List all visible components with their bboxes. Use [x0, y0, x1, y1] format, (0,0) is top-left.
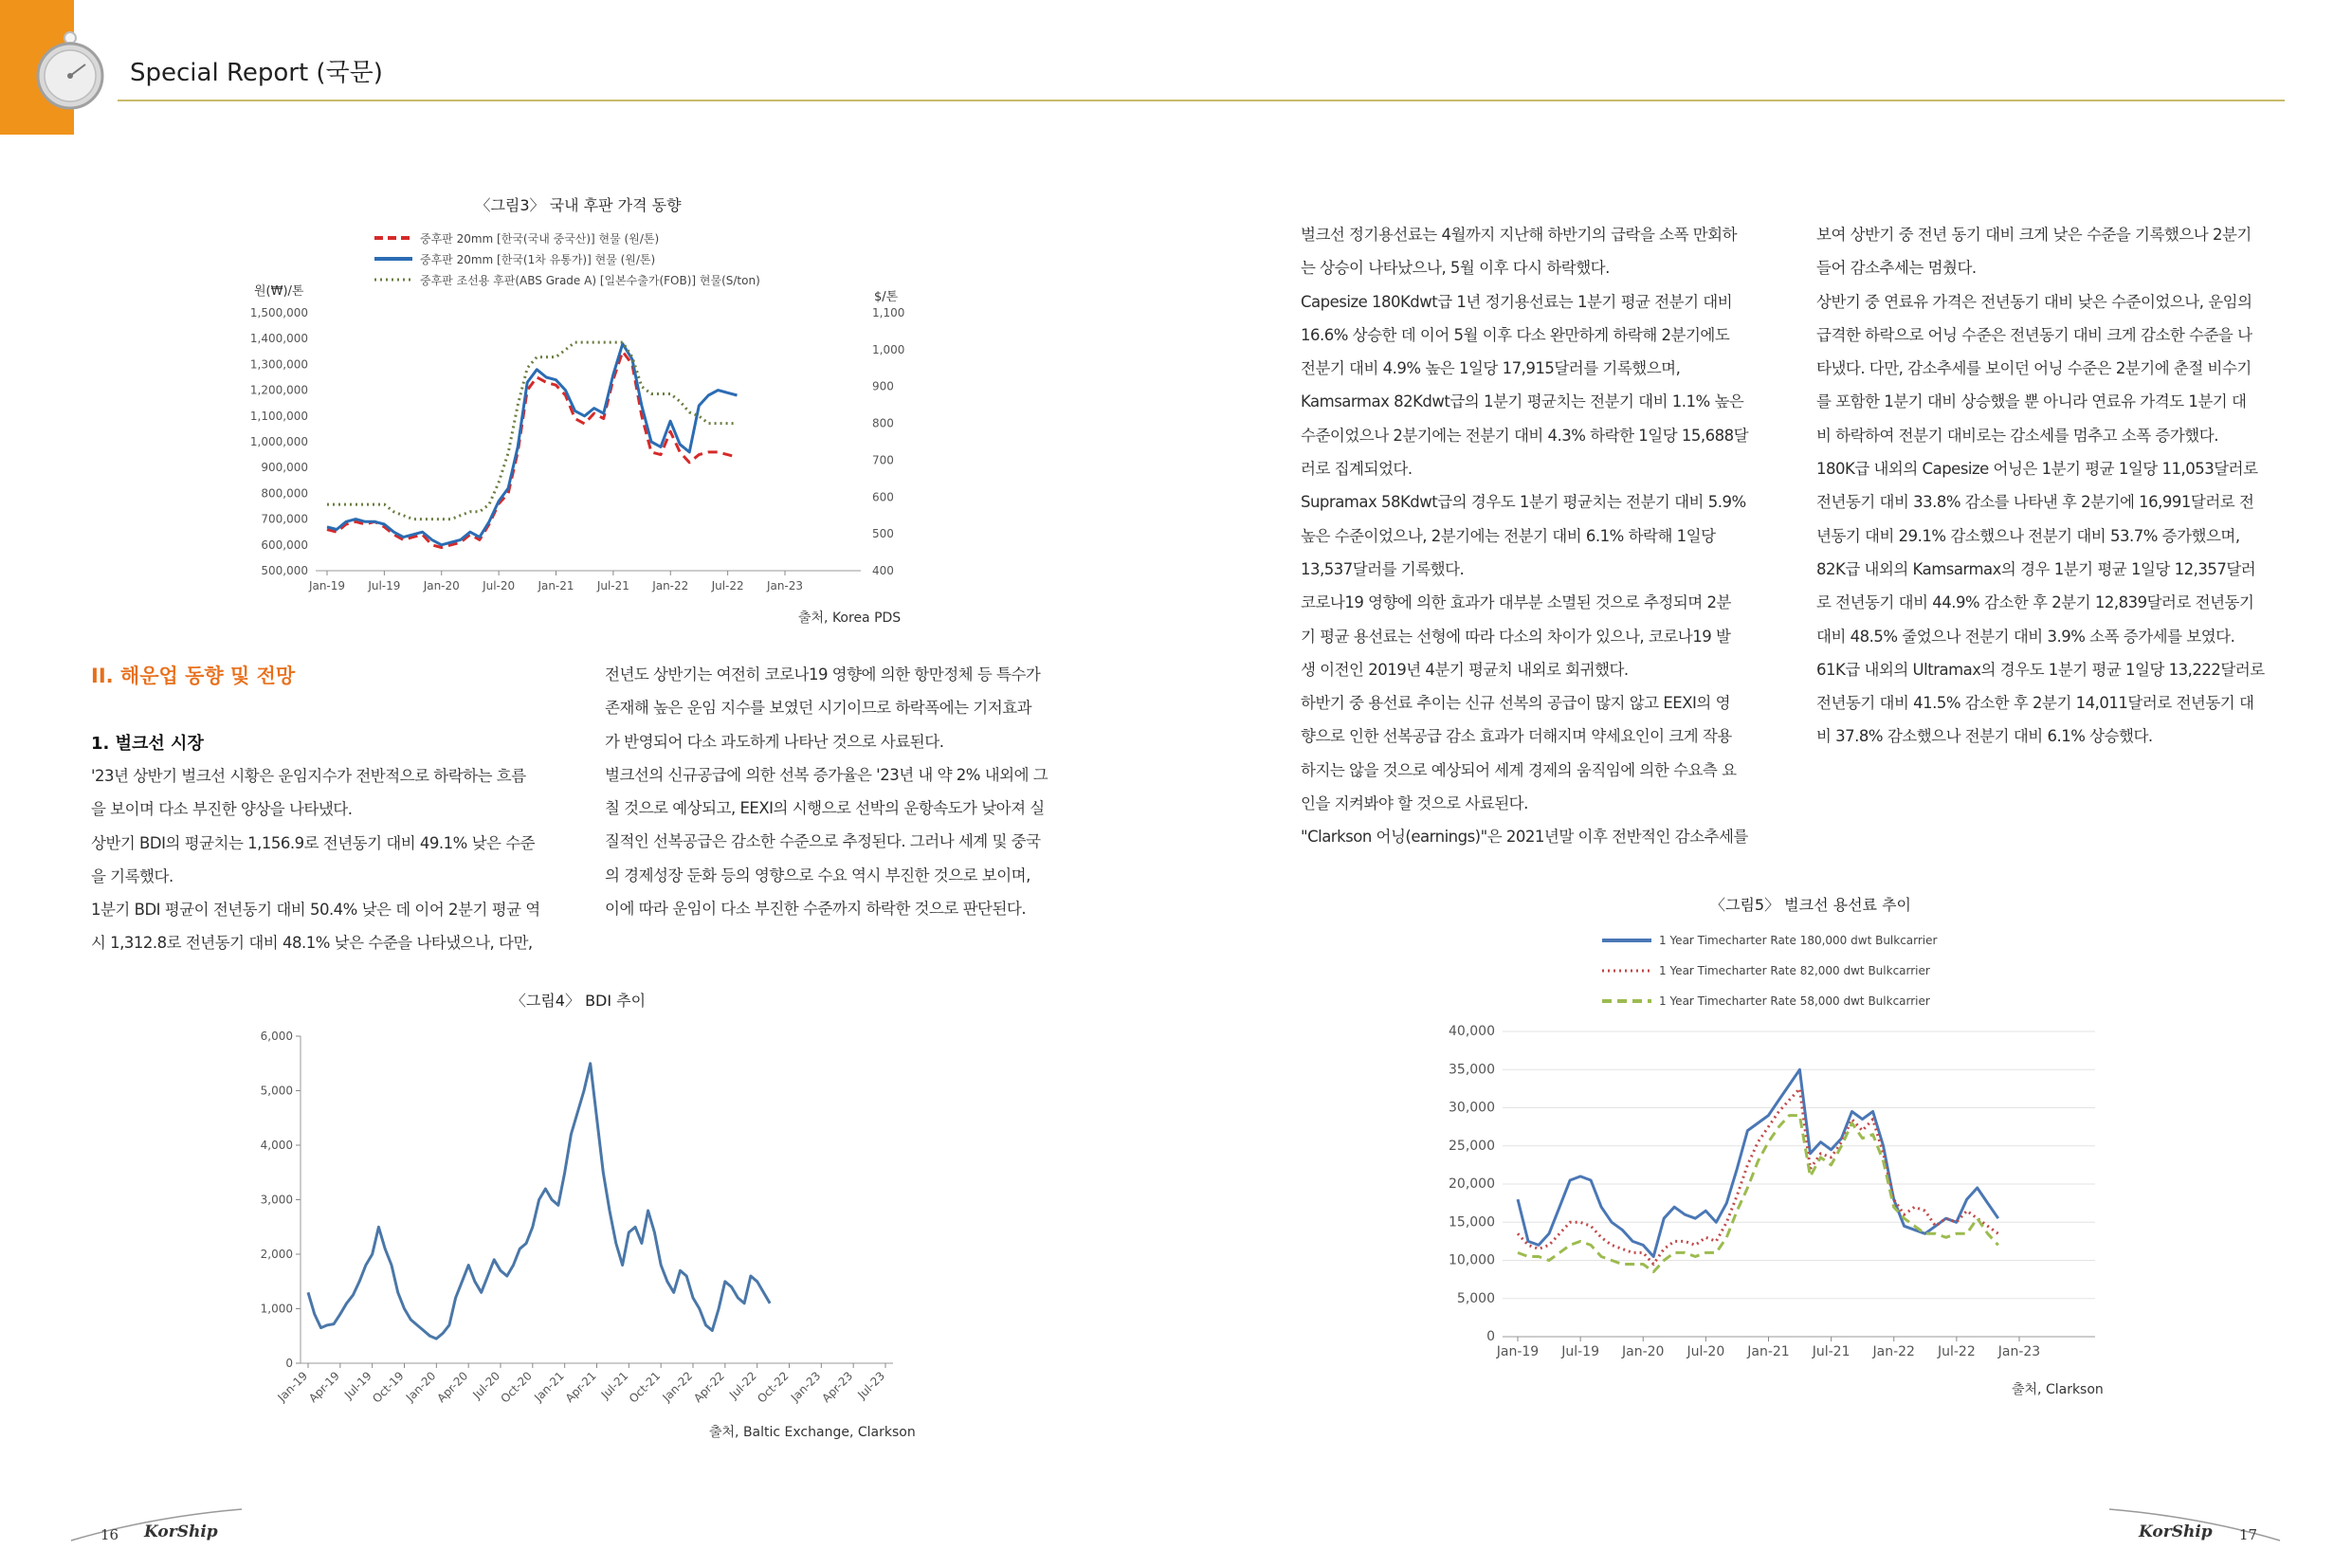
y-tick-label: 2,000	[260, 1248, 293, 1261]
figure3-chart	[245, 299, 927, 602]
figure5-source: 출처, Clarkson	[2012, 1382, 2104, 1397]
body-column-2	[605, 658, 1048, 925]
y-tick-label: 600,000	[261, 538, 308, 552]
y-tick-label: 35,000	[1449, 1062, 1495, 1078]
figure5-legend	[1602, 925, 1937, 1016]
body-line: 보여 상반기 중 전년 동기 대비 크게 낮은 수준을 기록했으나 2분기	[1816, 226, 2252, 244]
body-line: 기 평균 용선료는 선형에 따라 다소의 차이가 있으나, 코로나19 발	[1301, 627, 1731, 646]
page-number-right: 17	[2239, 1526, 2258, 1543]
y2-tick-label: 600	[872, 490, 894, 504]
y-tick-label: 0	[1486, 1329, 1495, 1344]
x-tick-label: Jul-21	[596, 579, 629, 593]
series-line-1	[327, 352, 738, 548]
figure3-right-unit: $/톤	[874, 290, 899, 304]
figure3-left-unit: 원(₩)/톤	[254, 284, 304, 299]
body-line: 로 전년동기 대비 44.9% 감소한 후 2분기 12,839달러로 전년동기	[1816, 593, 2254, 612]
legend-label: 중후판 조선용 후판(ABS Grade A) [일본수출가(FOB)] 현물(S/ton)	[420, 273, 760, 287]
y2-tick-label: 500	[872, 527, 894, 541]
body-line: '23년 상반기 벌크선 시황은 운임지수가 전반적으로 하락하는 흐름	[91, 767, 526, 785]
body-line: 하지는 않을 것으로 예상되어 세계 경제의 움직임에 의한 수요측 요	[1301, 760, 1737, 779]
legend-label: 1 Year Timecharter Rate 58,000 dwt Bulkcarrier	[1659, 994, 1930, 1008]
header-rule	[118, 100, 2285, 101]
y-tick-label: 3,000	[260, 1193, 293, 1207]
body-line: 16.6% 상승한 데 이어 5월 이후 다소 완만하게 하락해 2분기에도	[1301, 325, 1730, 344]
body-line: 급격한 하락으로 어닝 수준은 전년동기 대비 크게 감소한 수준을 나	[1816, 325, 2252, 344]
body-line: 높은 수준이었으나, 2분기에는 전분기 대비 6.1% 하락해 1일당	[1301, 526, 1716, 545]
body-line: 가 반영되어 다소 과도하게 나타난 것으로 사료된다.	[605, 732, 944, 751]
x-tick-label: Jul-22	[711, 579, 744, 593]
legend-label: 1 Year Timecharter Rate 82,000 dwt Bulkcarrier	[1659, 964, 1930, 977]
body-line: 존재해 높은 운임 지수를 보였던 시기이므로 하락폭에는 기저효과	[605, 699, 1032, 718]
subsection-heading: 1. 벌크선 시장	[91, 734, 204, 754]
x-tick-label: Oct-19	[370, 1369, 407, 1406]
x-tick-label: Jul-21	[598, 1369, 631, 1402]
y-tick-label: 1,200,000	[249, 383, 308, 397]
y-tick-label: 25,000	[1449, 1138, 1495, 1154]
body-line: 대비 48.5% 줄었으나 전분기 대비 3.9% 소폭 증가세를 보였다.	[1816, 627, 2235, 646]
body-column-1	[91, 759, 540, 960]
y-tick-label: 30,000	[1449, 1100, 1495, 1116]
y-tick-label: 40,000	[1449, 1024, 1495, 1039]
x-tick-label: Jan-20	[423, 579, 460, 593]
x-tick-label: Oct-21	[626, 1369, 664, 1406]
x-tick-label: Jul-19	[1561, 1344, 1600, 1359]
body-line: 는 상승이 나타났으나, 5월 이후 다시 하락했다.	[1301, 259, 1610, 278]
body-line: 수준이었으나 2분기에는 전분기 대비 4.3% 하락한 1일당 15,688달	[1301, 426, 1749, 445]
x-tick-label: Jan-22	[660, 1369, 696, 1405]
body-line: 전년동기 대비 33.8% 감소를 나타낸 후 2분기에 16,991달러로 전	[1816, 493, 2254, 512]
body-line: 82K급 내외의 Kamsarmax의 경우 1분기 평균 1일당 12,357달러	[1816, 559, 2256, 578]
y-tick-label: 500,000	[261, 564, 308, 577]
legend-item	[374, 269, 760, 290]
body-line: 비 37.8% 감소했으나 전분기 대비 6.1% 상승했다.	[1816, 727, 2153, 746]
body-line: "Clarkson 어닝(earnings)"은 2021년말 이후 전반적인 감소추세를	[1301, 828, 1748, 847]
x-tick-label: Jul-20	[1687, 1344, 1725, 1359]
series-line-1	[308, 1064, 770, 1339]
x-tick-label: Jan-22	[1872, 1344, 1915, 1359]
section-heading: II. 해운업 동향 및 전망	[91, 665, 296, 687]
brand-logo-left: KorShip	[144, 1522, 218, 1541]
body-column-4	[1816, 218, 2265, 754]
body-line: 을 기록했다.	[91, 866, 173, 885]
x-tick-label: Jul-22	[1937, 1344, 1976, 1359]
y-tick-label: 900,000	[261, 461, 308, 475]
y-tick-label: 5,000	[1456, 1290, 1495, 1306]
y-tick-label: 6,000	[260, 1030, 293, 1043]
x-tick-label: Jul-22	[726, 1369, 759, 1402]
x-tick-label: Jan-23	[1997, 1344, 2041, 1359]
body-line: 타냈다. 다만, 감소추세를 보이던 어닝 수준은 2분기에 춘절 비수기	[1816, 359, 2252, 378]
y-tick-label: 1,100,000	[249, 409, 308, 423]
y-tick-label: 1,000,000	[249, 435, 308, 448]
y-tick-label: 5,000	[260, 1084, 293, 1098]
body-line: 코로나19 영향에 의한 효과가 대부분 소멸된 것으로 추정되며 2분	[1301, 593, 1731, 612]
x-tick-label: Jul-20	[470, 1369, 503, 1402]
body-line: 상반기 BDI의 평균치는 1,156.9로 전년동기 대비 49.1% 낮은 수준	[91, 833, 536, 852]
series-line-3	[1518, 1116, 1998, 1272]
x-tick-label: Jan-20	[403, 1369, 439, 1405]
y2-tick-label: 800	[872, 416, 894, 430]
y-tick-label: 4,000	[260, 1139, 293, 1152]
y-tick-label: 1,500,000	[249, 306, 308, 319]
y-tick-label: 15,000	[1449, 1214, 1495, 1231]
y-tick-label: 700,000	[261, 512, 308, 526]
body-line: 년동기 대비 29.1% 감소했으나 전분기 대비 53.7% 증가했으며,	[1816, 526, 2240, 545]
header-title: Special Report (국문)	[130, 59, 383, 87]
y-tick-label: 20,000	[1449, 1176, 1495, 1192]
stopwatch-icon	[32, 27, 108, 112]
body-line: 상반기 중 연료유 가격은 전년동기 대비 낮은 수준이었으나, 운임의	[1816, 292, 2252, 311]
x-tick-label: Jan-23	[788, 1369, 824, 1405]
x-tick-label: Jul-23	[855, 1369, 888, 1402]
x-tick-label: Oct-22	[755, 1369, 792, 1406]
legend-item	[1602, 956, 1937, 986]
body-line: 칠 것으로 예상되고, EEXI의 시행으로 선박의 운항속도가 낮아져 실	[605, 799, 1045, 818]
y-tick-label: 1,400,000	[249, 332, 308, 346]
x-tick-label: Jan-21	[531, 1369, 567, 1405]
body-line: 이에 따라 운임이 다소 부진한 수준까지 하락한 것으로 판단된다.	[605, 900, 1027, 919]
y-tick-label: 10,000	[1449, 1252, 1495, 1268]
x-tick-label: Jul-20	[483, 579, 516, 593]
body-line: 을 보이며 다소 부진한 양상을 나타냈다.	[91, 800, 353, 819]
x-tick-label: Jan-22	[652, 579, 689, 593]
figure3-source: 출처, Korea PDS	[798, 611, 902, 626]
body-line: 질적인 선복공급은 감소한 수준으로 추정된다. 그러나 세계 및 중국	[605, 832, 1041, 851]
page-number-left: 16	[100, 1526, 119, 1543]
body-line: Kamsarmax 82Kdwt급의 1분기 평균치는 전분기 대비 1.1% 높은	[1301, 392, 1744, 411]
body-line: 벌크선 정기용선료는 4월까지 지난해 하반기의 급락을 소폭 만회하	[1301, 226, 1738, 244]
body-line: 61K급 내외의 Ultramax의 경우도 1분기 평균 1일당 13,222달러로	[1816, 660, 2265, 679]
body-line: 전분기 대비 4.9% 높은 1일당 17,915달러를 기록했으며,	[1301, 359, 1681, 378]
legend-item	[1602, 925, 1937, 956]
legend-item	[374, 228, 760, 248]
figure5-title: 〈그림5〉 벌크선 용선료 추이	[1710, 896, 1911, 914]
figure4-source: 출처, Baltic Exchange, Clarkson	[709, 1425, 916, 1440]
x-tick-label: Jul-21	[1812, 1344, 1851, 1359]
body-line: 하반기 중 용선료 추이는 신규 선복의 공급이 많지 않고 EEXI의 영	[1301, 694, 1731, 713]
x-tick-label: Jul-19	[368, 579, 401, 593]
brand-logo-right: KorShip	[2139, 1522, 2213, 1541]
x-tick-label: Apr-22	[691, 1369, 727, 1406]
x-tick-label: Jan-19	[275, 1369, 311, 1405]
legend-item	[374, 248, 760, 269]
body-column-3	[1301, 218, 1748, 854]
body-line: Capesize 180Kdwt급 1년 정기용선료는 1분기 평균 전분기 대비	[1301, 292, 1733, 311]
x-tick-label: Jan-21	[1747, 1344, 1790, 1359]
body-line: 전년동기 대비 41.5% 감소한 후 2분기 14,011달러로 전년동기 대	[1816, 694, 2254, 713]
body-line: 생 이전인 2019년 4분기 평균치 내외로 회귀했다.	[1301, 660, 1629, 679]
x-tick-label: Apr-20	[434, 1369, 471, 1406]
figure4-chart	[248, 1022, 912, 1420]
y-tick-label: 1,000	[260, 1302, 293, 1316]
y-tick-label: 0	[285, 1357, 293, 1370]
y2-tick-label: 400	[872, 564, 894, 577]
x-tick-label: Apr-19	[306, 1369, 342, 1406]
figure3-legend	[374, 228, 760, 290]
y2-tick-label: 1,100	[872, 306, 905, 319]
x-tick-label: Jan-23	[766, 579, 804, 593]
body-line: 를 포함한 1분기 대비 상승했을 뿐 아니라 연료유 가격도 1분기 대	[1816, 392, 2247, 411]
body-line: 러로 집계되었다.	[1301, 460, 1413, 479]
figure5-chart	[1441, 1014, 2124, 1375]
x-tick-label: Apr-23	[819, 1369, 856, 1406]
body-line: 180K급 내외의 Capesize 어닝은 1분기 평균 1일당 11,053달러로	[1816, 460, 2258, 479]
y2-tick-label: 900	[872, 379, 894, 393]
x-tick-label: Jan-19	[1496, 1344, 1540, 1359]
legend-item	[1602, 986, 1937, 1016]
legend-label: 중후판 20mm [한국(1차 유통가)] 현물 (원/톤)	[420, 252, 656, 266]
x-tick-label: Jul-19	[341, 1369, 374, 1402]
y-tick-label: 800,000	[261, 486, 308, 501]
body-line: Supramax 58Kdwt급의 경우도 1분기 평균치는 전분기 대비 5.9%	[1301, 493, 1746, 512]
legend-label: 1 Year Timecharter Rate 180,000 dwt Bulkcarrier	[1659, 934, 1938, 947]
x-tick-label: Jan-20	[1622, 1344, 1665, 1359]
body-line: 인을 지켜봐야 할 것으로 사료된다.	[1301, 794, 1528, 813]
figure3-title: 〈그림3〉 국내 후판 가격 동향	[475, 196, 682, 214]
x-tick-label: Apr-21	[562, 1369, 599, 1406]
body-line: 향으로 인한 선복공급 감소 효과가 더해지며 약세요인이 크게 작용	[1301, 727, 1732, 746]
x-tick-label: Jan-21	[538, 579, 574, 593]
x-tick-label: Oct-20	[498, 1369, 535, 1406]
body-line: 전년도 상반기는 여전히 코로나19 영향에 의한 항만정체 등 특수가	[605, 665, 1041, 684]
body-line: 벌크선의 신규공급에 의한 선복 증가율은 '23년 내 약 2% 내외에 그	[605, 765, 1048, 784]
body-line: 의 경제성장 둔화 등의 영향으로 수요 역시 부진한 것으로 보이며,	[605, 866, 1030, 884]
legend-label: 중후판 20mm [한국(국내 중국산)] 현물 (원/톤)	[420, 231, 660, 246]
body-line: 비 하락하여 전분기 대비로는 감소세를 멈추고 소폭 증가했다.	[1816, 426, 2218, 445]
y2-tick-label: 1,000	[872, 342, 905, 356]
body-line: 1분기 BDI 평균이 전년동기 대비 50.4% 낮은 데 이어 2분기 평균 역	[91, 901, 540, 920]
figure4-title: 〈그림4〉 BDI 추이	[510, 992, 647, 1010]
body-line: 들어 감소추세는 멈췄다.	[1816, 259, 1977, 278]
body-line: 13,537달러를 기록했다.	[1301, 559, 1465, 578]
body-line: 시 1,312.8로 전년동기 대비 48.1% 낮은 수준을 나타냈으나, 다만,	[91, 934, 533, 953]
x-tick-label: Jan-19	[308, 579, 346, 593]
y2-tick-label: 700	[872, 453, 894, 467]
y-tick-label: 1,300,000	[249, 357, 308, 372]
series-line-2	[1518, 1088, 1998, 1264]
